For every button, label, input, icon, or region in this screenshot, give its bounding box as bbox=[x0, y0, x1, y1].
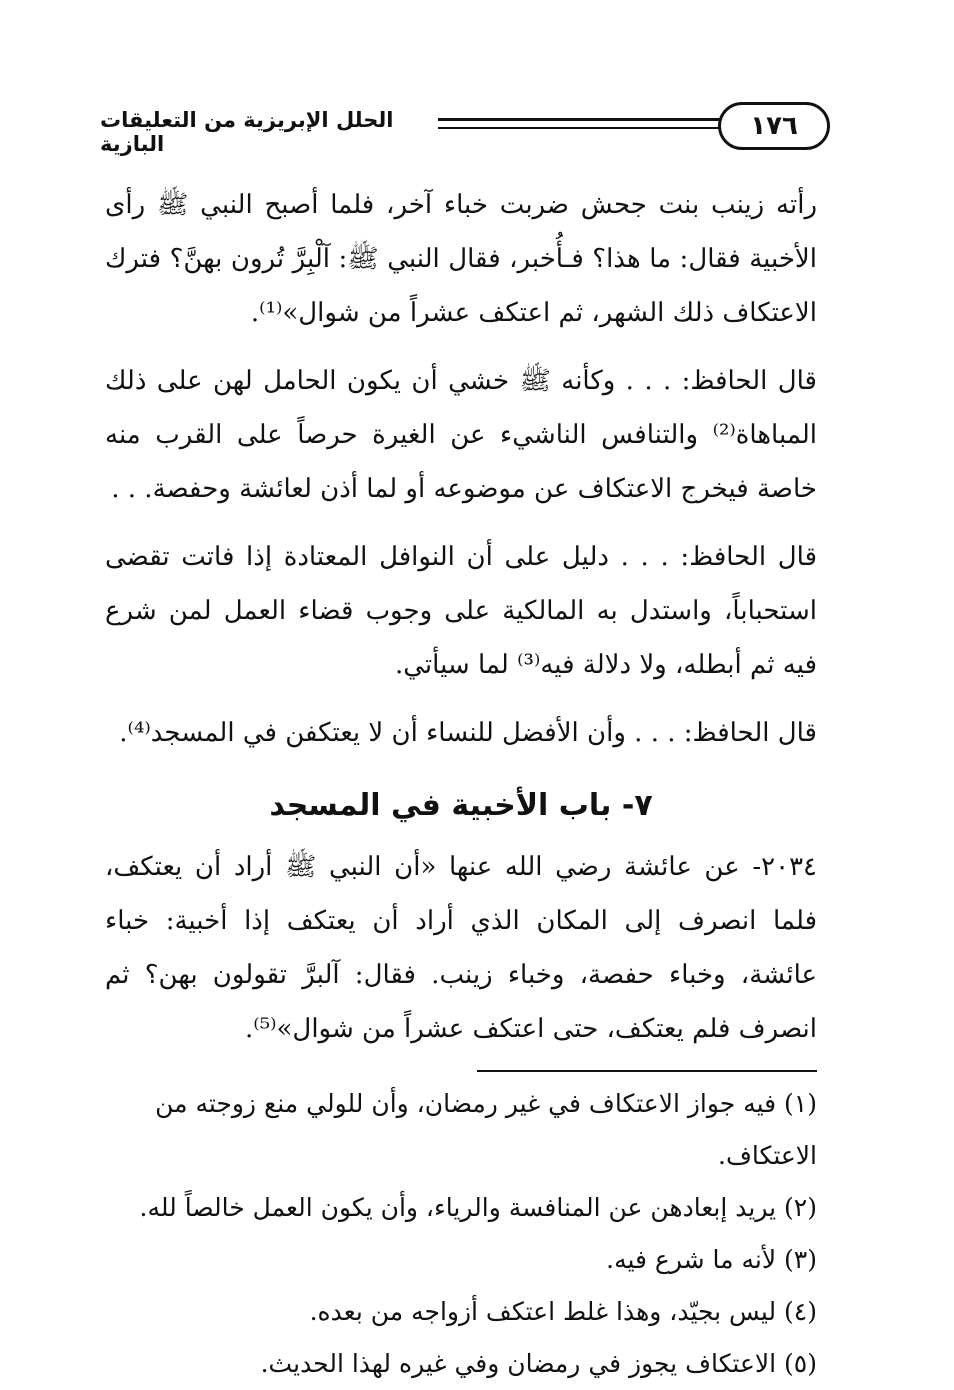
paragraph-2: قال الحافظ: . . . وكأنه ﷺ خشي أن يكون الحامل لهن على ذلك المباهاة⁽²⁾ والتنافس الناشيء عن الغيرة حرصاً على القرب منه خاصة فيخرج الاعتكاف عن موضوعه أو لما أذن لعائشة وحفصة. . . bbox=[105, 366, 817, 504]
footnote-1: (١) فيه جواز الاعتكاف في غير رمضان، وأن للولي منع زوجته من الاعتكاف. bbox=[155, 1089, 817, 1170]
footnote-separator bbox=[477, 1070, 817, 1072]
footnote-5: (٥) الاعتكاف يجوز في رمضان وفي غيره لهذا الحديث. bbox=[260, 1349, 817, 1378]
footnotes bbox=[105, 1078, 817, 1390]
footnote-2: (٢) يريد إبعادهن عن المنافسة والرياء، وأن يكون العمل خالصاً لله. bbox=[139, 1193, 817, 1222]
paragraph-3: قال الحافظ: . . . دليل على أن النوافل المعتادة إذا فاتت تقضى استحباباً، واستدل به المالكية على وجوب قضاء العمل لمن شرع فيه ثم أبطله، ولا دلالة فيه⁽³⁾ لما سيأتي. bbox=[105, 542, 817, 680]
running-title: الحلل الإبريزية من التعليقات البازية bbox=[100, 108, 394, 156]
page-number: ١٧٦ bbox=[718, 102, 830, 150]
hadith-text: ٢٠٣٤- عن عائشة رضي الله عنها «أن النبي ﷺ أراد أن يعتكف، فلما انصرف إلى المكان الذي أراد أن يعتكف إذا أخبية: خباء عائشة، وخباء حفصة، وخباء زينب. فقال: آلبرَّ تقولون بهن؟ ثم انصرف فلم يعتكف، حتى اعتكف عشراً من شوال»⁽⁵⁾. bbox=[105, 852, 817, 1044]
page-header bbox=[100, 96, 830, 156]
footnote-3: (٣) لأنه ما شرع فيه. bbox=[606, 1245, 817, 1274]
paragraph-1: رأته زينب بنت جحش ضربت خباء آخر، فلما أصبح النبي ﷺ رأى الأخبية فقال: ما هذا؟ فـأُخبر، فقال النبي ﷺ: آلْبِرَّ تُرون بهنَّ؟ فترك الاعتكاف ذلك الشهر، ثم اعتكف عشراً من شوال»⁽¹⁾. bbox=[105, 190, 817, 328]
chapter-heading: ٧- باب الأخبية في المسجد bbox=[269, 788, 653, 823]
paragraph-4: قال الحافظ: . . . وأن الأفضل للنساء أن لا يعتكفن في المسجد⁽⁴⁾. bbox=[119, 718, 817, 748]
page-body bbox=[105, 178, 817, 1390]
footnote-4: (٤) ليس بجيّد، وهذا غلط اعتكف أزواجه من بعده. bbox=[309, 1297, 817, 1326]
header-rule bbox=[438, 118, 720, 129]
